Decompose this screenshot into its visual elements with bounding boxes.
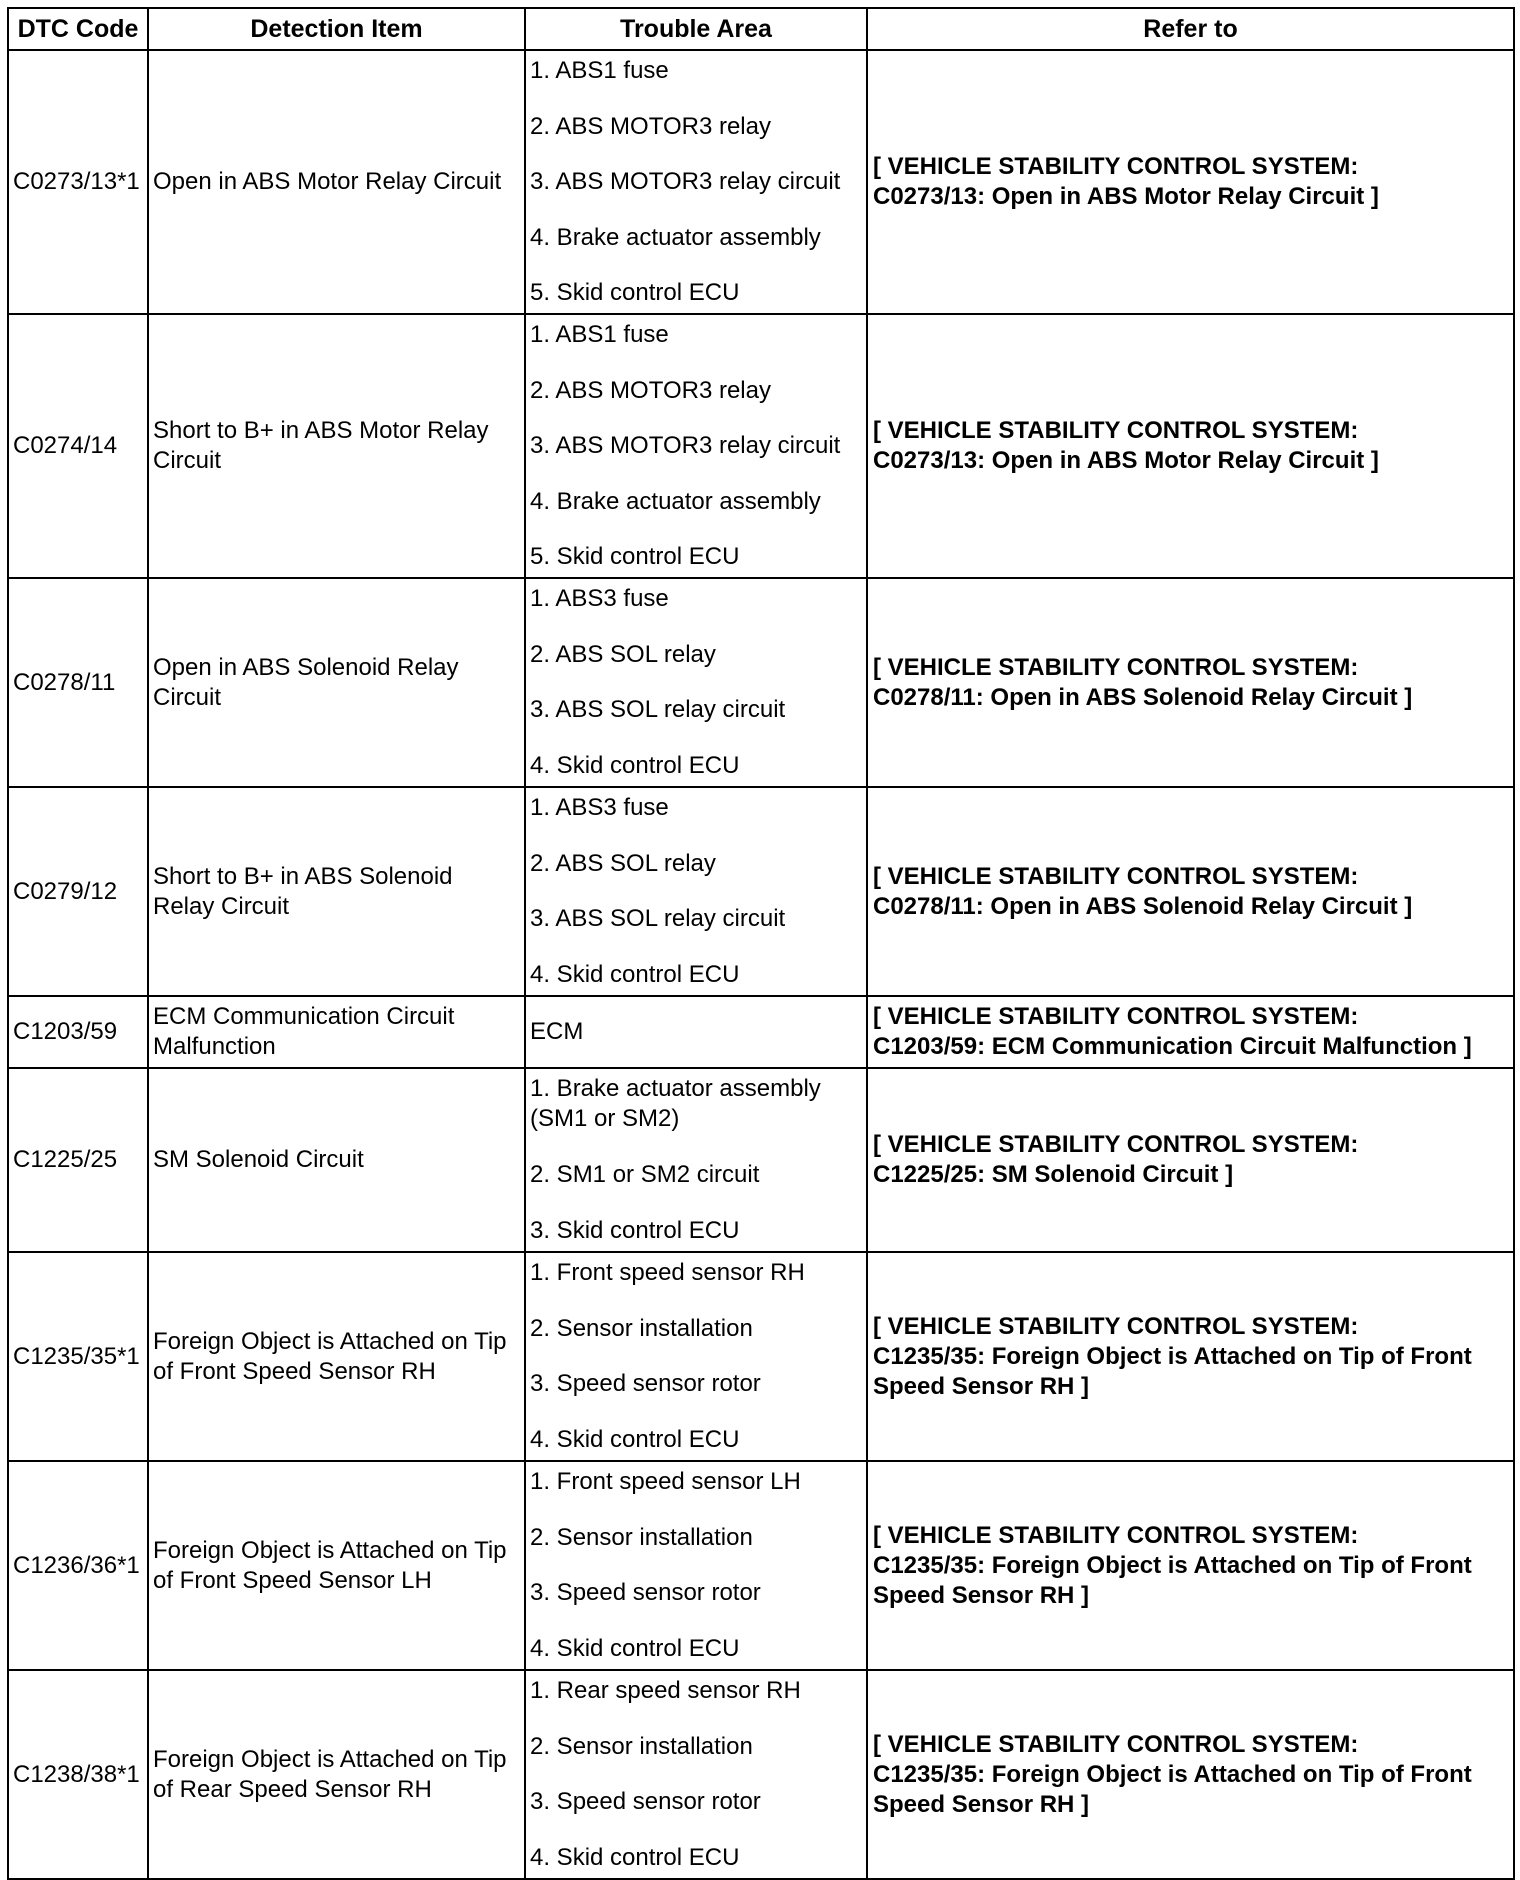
trouble-area-item: 2. Sensor installation: [530, 1732, 753, 1760]
trouble-area-item: 1. ABS3 fuse: [530, 794, 669, 821]
detection-item-cell: Foreign Object is Attached on Tip of Front Speed Sensor LH: [148, 1461, 525, 1670]
refer-to-cell: [867, 50, 1514, 314]
trouble-area-cell: [525, 314, 867, 578]
trouble-area-list: [530, 1017, 862, 1047]
refer-link-line1[interactable]: [ VEHICLE STABILITY CONTROL SYSTEM:: [873, 862, 1359, 890]
trouble-area-item: 4. Brake actuator assembly: [530, 223, 821, 251]
refer-link-line1[interactable]: [ VEHICLE STABILITY CONTROL SYSTEM:: [873, 1003, 1359, 1030]
trouble-area-item: 2. Sensor installation: [530, 1523, 753, 1551]
trouble-area-cell: [525, 1461, 867, 1670]
header-detection-item: Detection Item: [148, 8, 525, 50]
trouble-area-list: [530, 56, 862, 308]
dtc-code-cell: C0279/12: [8, 787, 148, 996]
trouble-area-item: 2. ABS SOL relay: [530, 849, 716, 877]
trouble-area-item: 1. ABS1 fuse: [530, 321, 669, 348]
refer-link-line1[interactable]: [ VEHICLE STABILITY CONTROL SYSTEM:: [873, 1131, 1359, 1158]
table-row: [8, 50, 1514, 314]
header-refer-to: Refer to: [867, 8, 1514, 50]
trouble-area-item: 2. Sensor installation: [530, 1314, 753, 1342]
table-row: [8, 578, 1514, 787]
refer-link-line2[interactable]: C1203/59: ECM Communication Circuit Malfunction ]: [873, 1033, 1472, 1060]
trouble-area-item: 5. Skid control ECU: [530, 279, 740, 306]
trouble-area-list: [530, 1074, 862, 1246]
trouble-area-item: 1. Front speed sensor RH: [530, 1259, 805, 1286]
refer-to-cell: [867, 1670, 1514, 1879]
refer-link-line1[interactable]: [ VEHICLE STABILITY CONTROL SYSTEM:: [873, 1521, 1359, 1549]
trouble-area-item: 3. Skid control ECU: [530, 1217, 740, 1244]
detection-item-cell: Open in ABS Motor Relay Circuit: [148, 50, 525, 314]
trouble-area-list: [530, 1676, 862, 1873]
trouble-area-cell: [525, 1670, 867, 1879]
refer-to-cell: [867, 1461, 1514, 1670]
refer-to-cell: [867, 314, 1514, 578]
trouble-area-cell: [525, 787, 867, 996]
trouble-area-cell: [525, 1068, 867, 1252]
dtc-code-cell: C1203/59: [8, 996, 148, 1068]
dtc-code-cell: C0273/13*1: [8, 50, 148, 314]
refer-link-line1[interactable]: [ VEHICLE STABILITY CONTROL SYSTEM:: [873, 653, 1359, 681]
refer-link-line2[interactable]: C0278/11: Open in ABS Solenoid Relay Circuit ]: [873, 892, 1413, 920]
trouble-area-list: [530, 1258, 862, 1455]
header-trouble-area: Trouble Area: [525, 8, 867, 50]
trouble-area-item: 3. Speed sensor rotor: [530, 1788, 761, 1816]
trouble-area-item: 5. Skid control ECU: [530, 543, 740, 570]
refer-link-line2[interactable]: C0273/13: Open in ABS Motor Relay Circuit ]: [873, 447, 1379, 474]
table-row: [8, 1252, 1514, 1461]
trouble-area-item: 4. Skid control ECU: [530, 1843, 740, 1871]
table-row: [8, 996, 1514, 1068]
trouble-area-item: 3. Speed sensor rotor: [530, 1579, 761, 1607]
refer-to-cell: [867, 1068, 1514, 1252]
trouble-area-list: [530, 584, 862, 781]
refer-to-cell: [867, 1252, 1514, 1461]
dtc-code-cell: C0274/14: [8, 314, 148, 578]
trouble-area-item: 2. ABS MOTOR3 relay: [530, 112, 771, 140]
refer-link-line2[interactable]: C0278/11: Open in ABS Solenoid Relay Circuit ]: [873, 683, 1413, 711]
refer-to-cell: [867, 578, 1514, 787]
refer-link-line1[interactable]: [ VEHICLE STABILITY CONTROL SYSTEM:: [873, 1730, 1359, 1758]
trouble-area-item: 4. Brake actuator assembly: [530, 487, 821, 515]
table-row: [8, 314, 1514, 578]
trouble-area-cell: [525, 50, 867, 314]
trouble-area-cell: [525, 1252, 867, 1461]
detection-item-cell: Foreign Object is Attached on Tip of Rear Speed Sensor RH: [148, 1670, 525, 1879]
trouble-area-item: 4. Skid control ECU: [530, 1634, 740, 1662]
refer-link-line2[interactable]: C0273/13: Open in ABS Motor Relay Circuit ]: [873, 183, 1379, 210]
refer-to-cell: [867, 787, 1514, 996]
table-row: [8, 1068, 1514, 1252]
trouble-area-item: 1. ABS3 fuse: [530, 585, 669, 612]
refer-link-line2[interactable]: C1235/35: Foreign Object is Attached on Tip of Front Speed Sensor RH ]: [873, 1551, 1472, 1609]
trouble-area-item: 2. SM1 or SM2 circuit: [530, 1161, 760, 1188]
refer-link-line2[interactable]: C1235/35: Foreign Object is Attached on Tip of Front Speed Sensor RH ]: [873, 1342, 1472, 1400]
detection-item-cell: Foreign Object is Attached on Tip of Front Speed Sensor RH: [148, 1252, 525, 1461]
refer-link-line1[interactable]: [ VEHICLE STABILITY CONTROL SYSTEM:: [873, 417, 1359, 444]
trouble-area-item: 2. ABS MOTOR3 relay: [530, 376, 771, 404]
refer-link-line2[interactable]: C1235/35: Foreign Object is Attached on Tip of Front Speed Sensor RH ]: [873, 1760, 1472, 1818]
dtc-code-cell: C1235/35*1: [8, 1252, 148, 1461]
dtc-code-cell: C1225/25: [8, 1068, 148, 1252]
table-row: [8, 1461, 1514, 1670]
trouble-area-item: 3. ABS SOL relay circuit: [530, 696, 786, 724]
trouble-area-item: 1. Brake actuator assembly (SM1 or SM2): [530, 1075, 821, 1132]
dtc-code-cell: C1236/36*1: [8, 1461, 148, 1670]
trouble-area-item: 1. Front speed sensor LH: [530, 1468, 801, 1495]
trouble-area-item: 4. Skid control ECU: [530, 1425, 740, 1453]
trouble-area-item: 2. ABS SOL relay: [530, 640, 716, 668]
trouble-area-cell: [525, 996, 867, 1068]
refer-link-line2[interactable]: C1225/25: SM Solenoid Circuit ]: [873, 1161, 1234, 1188]
refer-to-cell: [867, 996, 1514, 1068]
trouble-area-item: ECM: [530, 1018, 584, 1045]
trouble-area-item: 4. Skid control ECU: [530, 960, 740, 988]
trouble-area-item: 3. Speed sensor rotor: [530, 1370, 761, 1398]
dtc-code-cell: C1238/38*1: [8, 1670, 148, 1879]
detection-item-cell: ECM Communication Circuit Malfunction: [148, 996, 525, 1068]
trouble-area-list: [530, 1467, 862, 1664]
dtc-table: [7, 7, 1515, 1880]
detection-item-cell: SM Solenoid Circuit: [148, 1068, 525, 1252]
trouble-area-item: 3. ABS SOL relay circuit: [530, 905, 786, 933]
trouble-area-list: [530, 320, 862, 572]
refer-link-line1[interactable]: [ VEHICLE STABILITY CONTROL SYSTEM:: [873, 153, 1359, 180]
table-body: [8, 50, 1514, 1879]
trouble-area-item: 3. ABS MOTOR3 relay circuit: [530, 432, 841, 459]
refer-link-line1[interactable]: [ VEHICLE STABILITY CONTROL SYSTEM:: [873, 1312, 1359, 1340]
header-dtc-code: DTC Code: [8, 8, 148, 50]
trouble-area-cell: [525, 578, 867, 787]
dtc-code-cell: C0278/11: [8, 578, 148, 787]
trouble-area-item: 4. Skid control ECU: [530, 751, 740, 779]
trouble-area-item: 1. Rear speed sensor RH: [530, 1677, 801, 1704]
detection-item-cell: Short to B+ in ABS Motor Relay Circuit: [148, 314, 525, 578]
trouble-area-list: [530, 793, 862, 990]
detection-item-cell: Open in ABS Solenoid Relay Circuit: [148, 578, 525, 787]
header-row: [8, 8, 1514, 50]
table-row: [8, 1670, 1514, 1879]
table-row: [8, 787, 1514, 996]
trouble-area-item: 3. ABS MOTOR3 relay circuit: [530, 168, 841, 195]
trouble-area-item: 1. ABS1 fuse: [530, 57, 669, 84]
detection-item-cell: Short to B+ in ABS Solenoid Relay Circuit: [148, 787, 525, 996]
